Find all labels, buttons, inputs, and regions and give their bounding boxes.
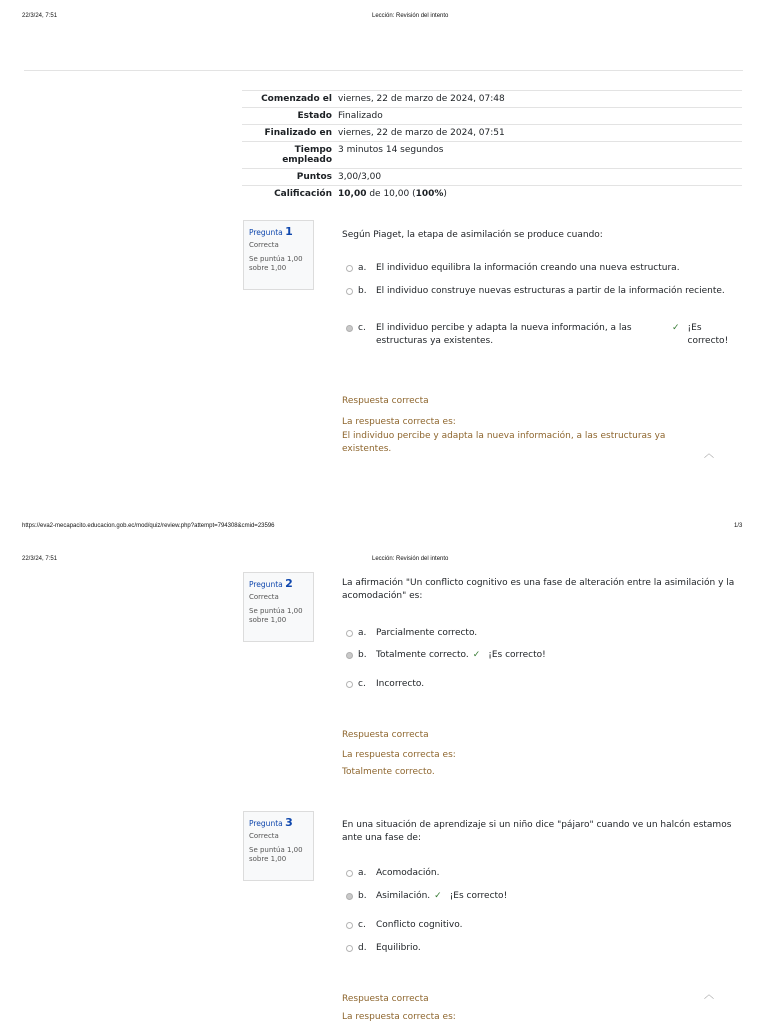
question-state: Correcta bbox=[249, 241, 279, 249]
grade-percent: 100% bbox=[415, 189, 444, 199]
option-text: Incorrecto. bbox=[376, 679, 425, 689]
chevron-up-icon[interactable]: ︿ bbox=[704, 990, 714, 1001]
option-letter: c. bbox=[358, 679, 366, 689]
answer-option-selected[interactable] bbox=[346, 649, 742, 662]
check-icon: ✓ bbox=[434, 891, 442, 901]
option-letter: b. bbox=[358, 286, 367, 296]
feedback-status: Respuesta correcta bbox=[342, 730, 429, 740]
summary-value: 3,00/3,00 bbox=[338, 172, 382, 182]
correct-answer-text: Totalmente correcto. bbox=[342, 767, 435, 777]
summary-label: Comenzado el bbox=[261, 94, 332, 104]
check-icon: ✓ bbox=[472, 650, 481, 660]
option-text: Conflicto cognitivo. bbox=[376, 920, 463, 930]
question-info-box bbox=[243, 572, 314, 642]
option-text: Parcialmente correcto. bbox=[376, 628, 478, 638]
summary-value: 3 minutos 14 segundos bbox=[338, 145, 444, 155]
correct-answer-label: La respuesta correcta es: bbox=[342, 417, 456, 427]
summary-label: Calificación bbox=[274, 189, 332, 199]
answer-option[interactable] bbox=[346, 285, 742, 298]
correct-feedback: ¡Es correcto! bbox=[488, 650, 546, 660]
question-number bbox=[249, 816, 308, 829]
radio-button[interactable] bbox=[346, 922, 353, 929]
option-text: El individuo construye nuevas estructuras a partir de la información reciente. bbox=[376, 286, 725, 296]
summary-row-points bbox=[242, 168, 742, 185]
question-info-box bbox=[243, 811, 314, 881]
divider bbox=[24, 70, 743, 71]
summary-label: Estado bbox=[297, 111, 332, 121]
correct-answer-text: El individuo percibe y adapta la nueva información, a las estructuras ya existentes. bbox=[342, 431, 666, 454]
correct-answer-label: La respuesta correcta es: bbox=[342, 750, 456, 760]
summary-row-grade bbox=[242, 185, 742, 202]
print-title: Lección: Revisión del intento bbox=[372, 556, 449, 562]
question-mark: Se puntúa 1,00 sobre 1,00 bbox=[249, 607, 303, 624]
summary-row-completed bbox=[242, 124, 742, 141]
feedback-status: Respuesta correcta bbox=[342, 396, 429, 406]
summary-label: Finalizado en bbox=[264, 128, 332, 138]
summary-value: viernes, 22 de marzo de 2024, 07:48 bbox=[338, 94, 505, 104]
option-letter: a. bbox=[358, 868, 367, 878]
question-number bbox=[249, 225, 308, 238]
answer-option-selected[interactable] bbox=[346, 890, 742, 903]
option-letter: d. bbox=[358, 943, 367, 953]
summary-row-started bbox=[242, 90, 742, 107]
correct-feedback: ¡Es correcto! bbox=[687, 323, 729, 346]
radio-button-selected[interactable] bbox=[346, 652, 353, 659]
option-letter: c. bbox=[358, 920, 366, 930]
radio-button-selected[interactable] bbox=[346, 893, 353, 900]
answer-option[interactable] bbox=[346, 867, 742, 880]
question-state: Correcta bbox=[249, 832, 279, 840]
question-index: 1 bbox=[285, 225, 293, 238]
correct-answer-label: La respuesta correcta es: bbox=[342, 1012, 456, 1022]
question-text: En una situación de aprendizaje si un niño dice "pájaro" cuando ve un halcón estamos ante una fase de: bbox=[342, 820, 732, 843]
option-text: El individuo equilibra la información creando una nueva estructura. bbox=[376, 263, 680, 273]
summary-value: Finalizado bbox=[338, 111, 383, 121]
grade-close: ) bbox=[443, 189, 447, 199]
chevron-up-icon[interactable]: ︿ bbox=[704, 449, 714, 460]
grade-of: de 10,00 ( bbox=[366, 189, 416, 199]
answer-option[interactable] bbox=[346, 942, 742, 955]
option-text: Acomodación. bbox=[376, 868, 440, 878]
option-text: Totalmente correcto. bbox=[376, 650, 469, 660]
radio-button[interactable] bbox=[346, 288, 353, 295]
print-url: https://eva2-mecapacito.educacion.gob.ec/mod/quiz/review.php?attempt=794308&cmid=23596 bbox=[22, 523, 275, 529]
question-label: Pregunta bbox=[249, 580, 283, 589]
radio-button-selected[interactable] bbox=[346, 325, 353, 332]
option-text: Equilibrio. bbox=[376, 943, 421, 953]
option-letter: a. bbox=[358, 628, 367, 638]
summary-label: Tiempo empleado bbox=[282, 145, 332, 165]
radio-button[interactable] bbox=[346, 265, 353, 272]
radio-button[interactable] bbox=[346, 681, 353, 688]
print-title: Lección: Revisión del intento bbox=[372, 13, 449, 19]
answer-option-selected[interactable] bbox=[346, 322, 742, 348]
question-label: Pregunta bbox=[249, 228, 283, 237]
question-label: Pregunta bbox=[249, 819, 283, 828]
answer-option[interactable] bbox=[346, 627, 742, 640]
question-state: Correcta bbox=[249, 593, 279, 601]
option-letter: b. bbox=[358, 891, 367, 901]
correct-feedback: ¡Es correcto! bbox=[449, 891, 508, 901]
summary-value bbox=[338, 189, 742, 199]
radio-button[interactable] bbox=[346, 870, 353, 877]
option-text: El individuo percibe y adapta la nueva información, a las estructuras ya existentes. bbox=[376, 323, 632, 346]
feedback-status: Respuesta correcta bbox=[342, 994, 429, 1004]
question-text: La afirmación "Un conflicto cognitivo es una fase de alteración entre la asimilación y la acomodación" es: bbox=[342, 578, 735, 601]
question-index: 2 bbox=[285, 577, 293, 590]
radio-button[interactable] bbox=[346, 945, 353, 952]
attempt-summary-table bbox=[242, 90, 742, 202]
question-info-box bbox=[243, 220, 314, 290]
print-datetime: 22/3/24, 7:51 bbox=[22, 556, 58, 562]
grade-score: 10,00 bbox=[338, 189, 367, 199]
question-text: Según Piaget, la etapa de asimilación se produce cuando: bbox=[342, 230, 603, 240]
question-mark: Se puntúa 1,00 sobre 1,00 bbox=[249, 846, 303, 863]
print-page-number: 1/3 bbox=[734, 523, 743, 529]
question-mark: Se puntúa 1,00 sobre 1,00 bbox=[249, 255, 303, 272]
question-number bbox=[249, 577, 308, 590]
answer-option[interactable] bbox=[346, 262, 742, 275]
summary-row-time bbox=[242, 141, 742, 168]
question-index: 3 bbox=[285, 816, 293, 829]
summary-label: Puntos bbox=[296, 172, 332, 182]
option-letter: a. bbox=[358, 263, 367, 273]
summary-value: viernes, 22 de marzo de 2024, 07:51 bbox=[338, 128, 505, 138]
answer-option[interactable] bbox=[346, 919, 742, 932]
option-text: Asimilación. bbox=[376, 891, 431, 901]
radio-button[interactable] bbox=[346, 630, 353, 637]
option-letter: b. bbox=[358, 650, 367, 660]
print-datetime: 22/3/24, 7:51 bbox=[22, 13, 58, 19]
option-letter: c. bbox=[358, 323, 366, 333]
answer-option[interactable] bbox=[346, 678, 742, 691]
check-icon: ✓ bbox=[672, 323, 680, 333]
summary-row-state bbox=[242, 107, 742, 124]
